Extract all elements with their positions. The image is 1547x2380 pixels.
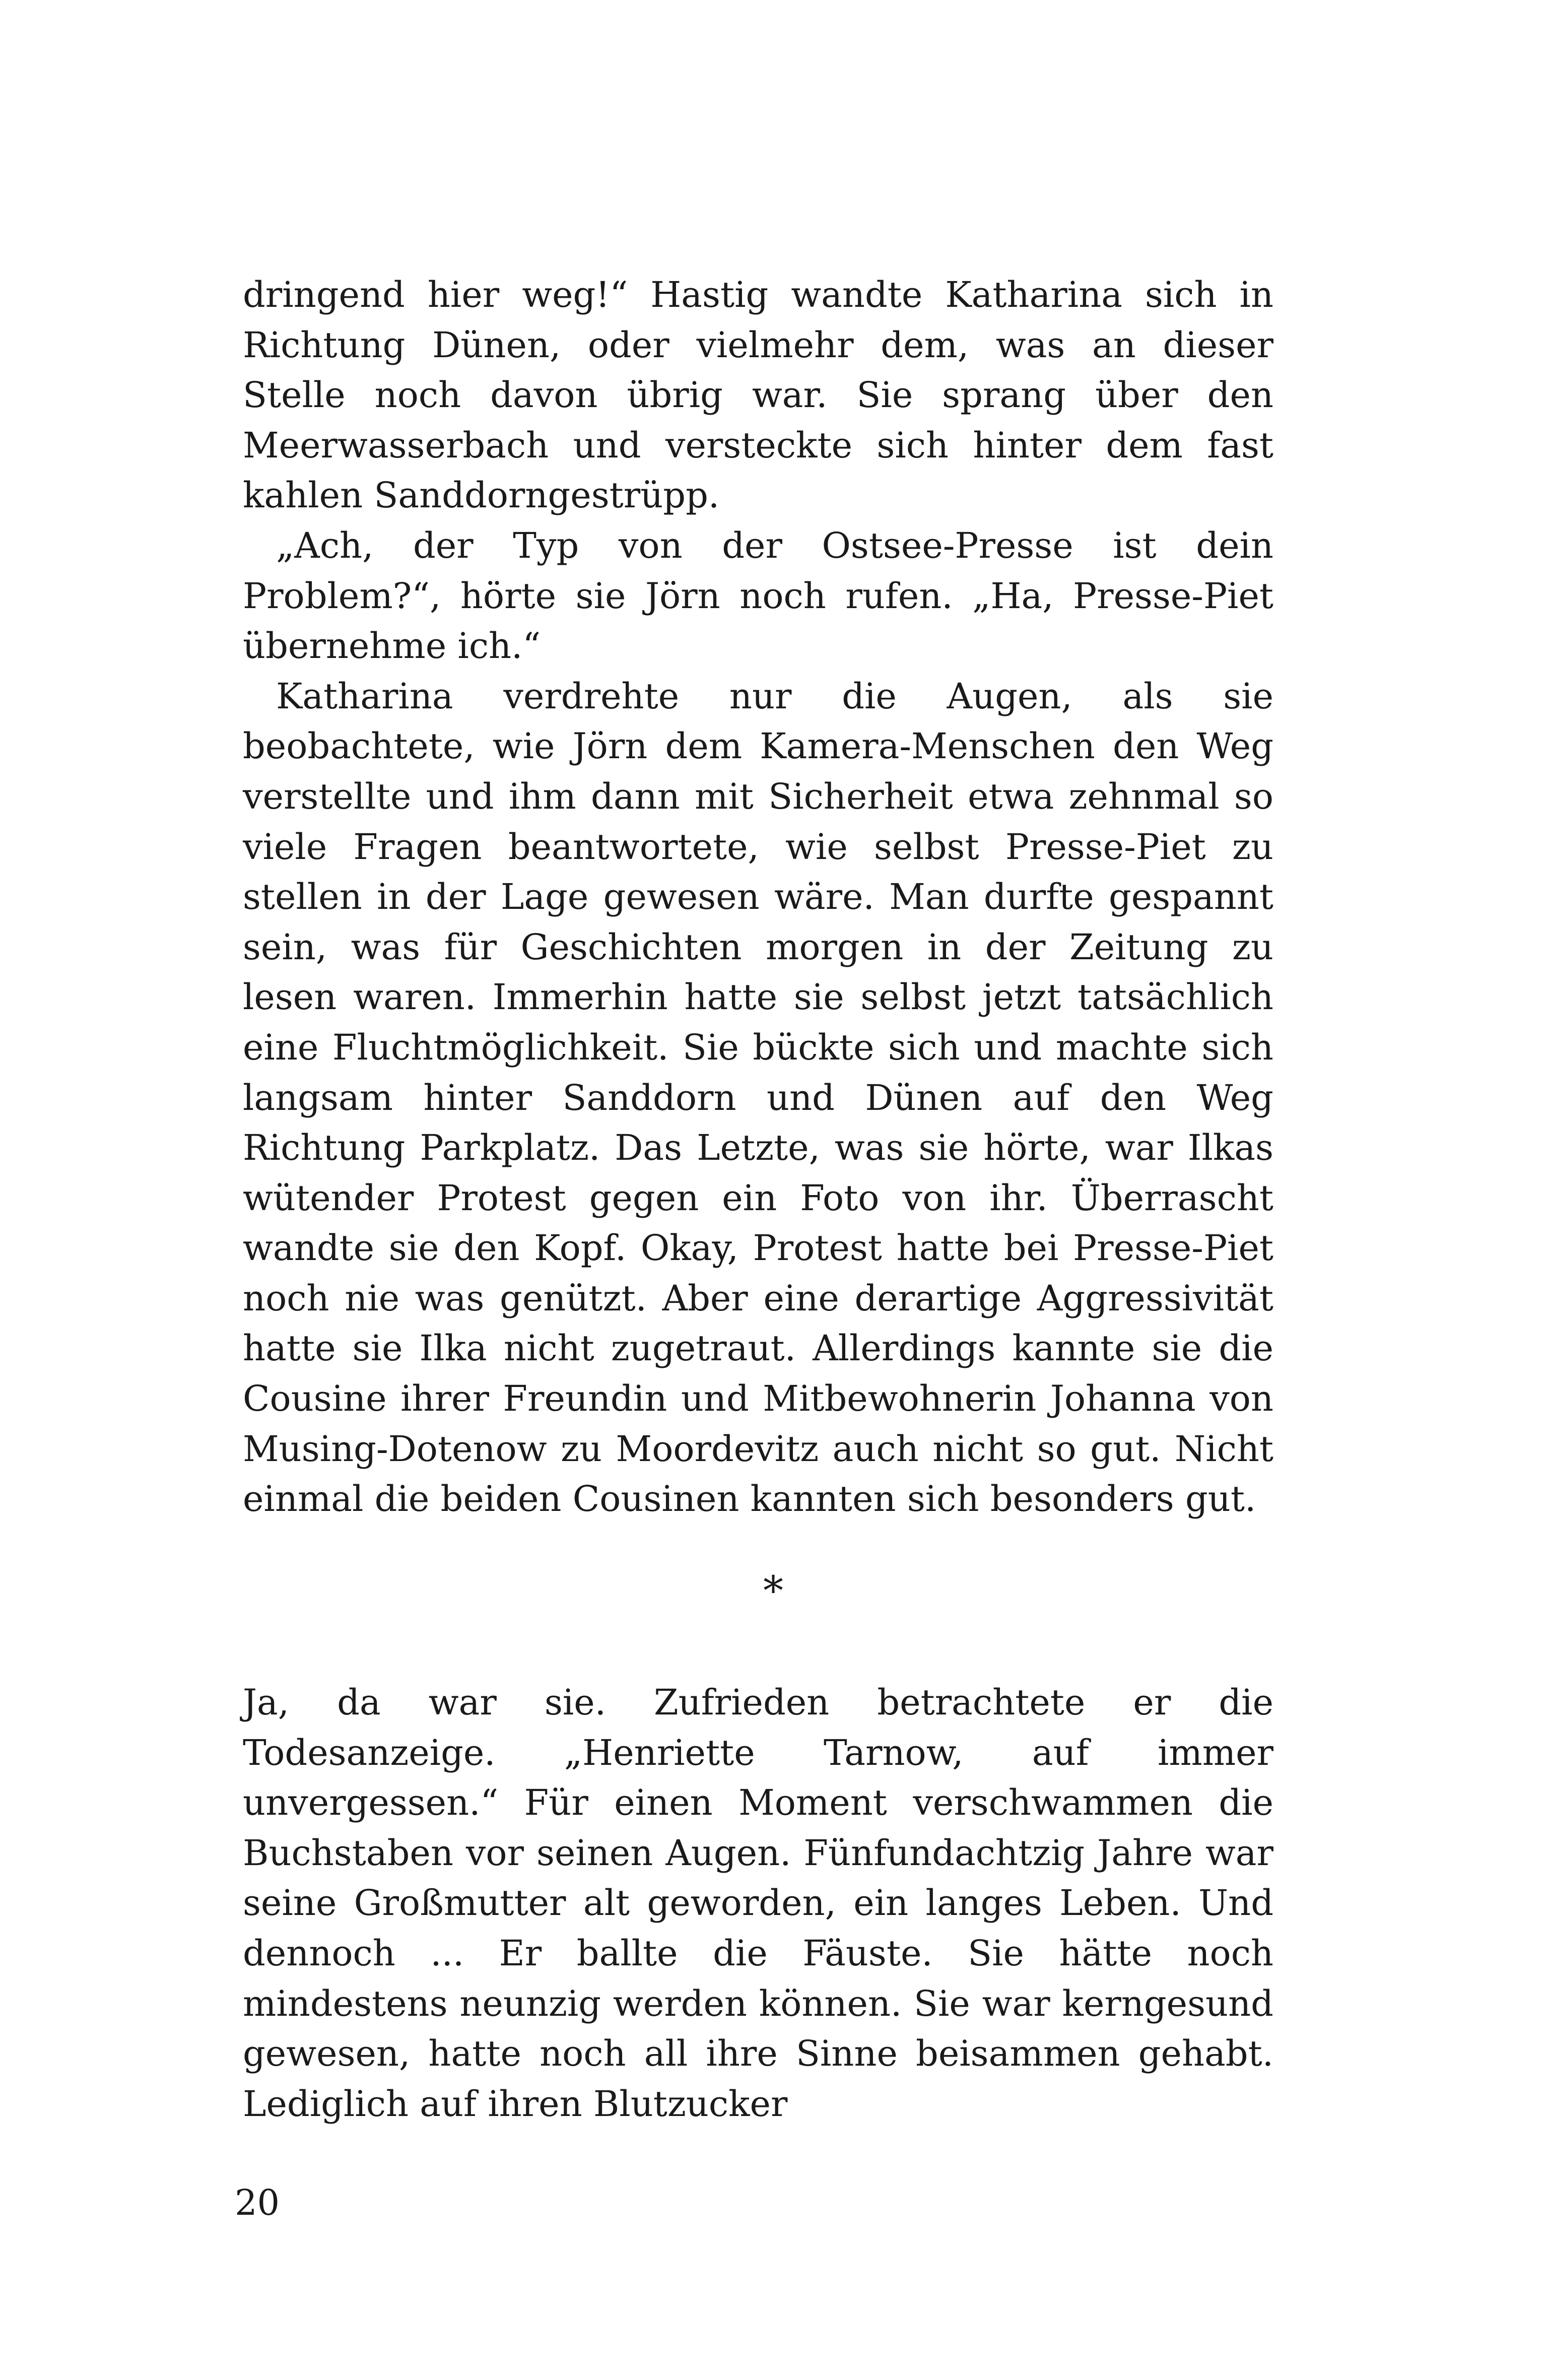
text-block-before-break [243,270,1273,1525]
section-break-asterisk: * [763,1567,783,1614]
paragraph-death-notice: Ja, da war sie. Zufrieden betrachtete er die Todesanzeige. „Henriette Tarnow, auf immer unvergessen.“ Für einen Moment verschwammen die Buchstaben vor seinen Augen. Fünfundachtzig Jahre war seine Großmutter alt geworden, ein langes Leben. Und dennoch ... Er ballte die Fäuste. Sie hätte noch mindestens neunzig werden können. Sie war kerngesund gewesen, hatte noch all ihre Sinne beisammen gehabt. Lediglich auf ihren Blutzucker [243,1682,1273,2125]
paragraph-dialogue: „Ach, der Typ von der Ostsee-Presse ist dein Problem?“, hörte sie Jörn noch rufen. „Ha, Presse-Piet übernehme ich.“ [243,524,1273,667]
paragraph-escape: Katharina verdrehte nur die Augen, als sie beobachtete, wie Jörn dem Kamera-Menschen den Weg verstellte und ihm dann mit Sicherheit etwa zehnmal so viele Fragen beantwortete, wie selbst Presse-Piet zu stellen in der Lage gewesen wäre. Man durfte gespannt sein, was für Geschichten morgen in der Zeitung zu lesen waren. Immerhin hatte sie selbst jetzt tatsächlich eine Fluchtmöglichkeit. Sie bückte sich und machte sich langsam hinter Sanddorn und Dünen auf den Weg Richtung Parkplatz. Das Letzte, was sie hörte, war Ilkas wütender Protest gegen ein Foto von ihr. Überrascht wandte sie den Kopf. Okay, Protest hatte bei Presse-Piet noch nie was genützt. Aber eine derartige Aggressivität hatte sie Ilka nicht zugetraut. Allerdings kannte sie die Cousine ihrer Freundin und Mitbewohnerin Johanna von Musing-Dotenow zu Moordevitz auch nicht so gut. Nicht einmal die beiden Cousinen kannten sich besonders gut. [243,675,1273,1520]
page-number: 20 [235,2182,280,2223]
paragraph-continuation: dringend hier weg!“ Hastig wandte Katharina sich in Richtung Dünen, oder vielmehr dem, was an dieser Stelle noch davon übrig war. Sie sprang über den Meerwasserbach und versteckte sich hinter dem fast kahlen Sanddorngestrüpp. [243,274,1273,516]
text-block-after-break [243,1678,1273,2129]
